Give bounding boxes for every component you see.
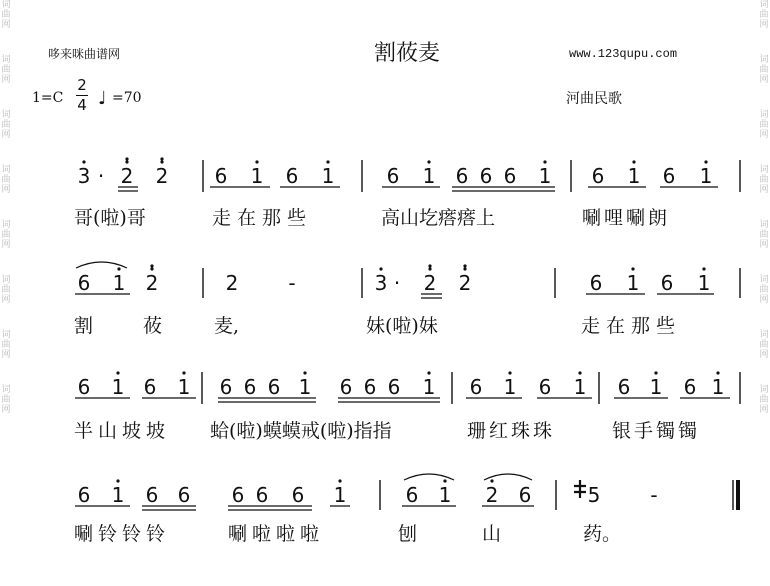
octave-dot-above <box>428 264 431 267</box>
octave-dot-above <box>116 479 119 482</box>
lyric-4-1: 唰铃铃铃 <box>74 523 171 545</box>
lyric-3-2: 蛤(啦)蟆蟆戒(啦)指指 <box>210 420 392 442</box>
watermark-char: 曲 <box>1 395 11 405</box>
octave-dot-above <box>150 267 153 270</box>
lyric-1-1: 哥(啦)哥 <box>74 207 146 229</box>
note: 1 <box>111 375 125 399</box>
watermark-char: 词 <box>1 330 11 340</box>
note: - <box>650 483 658 507</box>
watermark-char: 网 <box>759 295 769 305</box>
note: 1 <box>177 375 191 399</box>
slur <box>484 474 532 480</box>
watermark-char: 曲 <box>759 340 769 350</box>
note: 2 <box>485 483 499 507</box>
note: 6 <box>267 375 281 399</box>
octave-dot-above <box>379 267 382 270</box>
watermark-char: 曲 <box>1 10 11 20</box>
watermark-char: 网 <box>1 75 11 85</box>
watermark-char: 词 <box>759 165 769 175</box>
octave-dot-above <box>463 267 466 270</box>
note: 6 <box>219 375 233 399</box>
octave-dot-above <box>632 160 635 163</box>
octave-dot-above <box>117 267 120 270</box>
lyric-3-1: 半山坡坡 <box>74 420 171 442</box>
lyric-2-2: 莜 <box>143 315 163 337</box>
octave-dot-above <box>704 160 707 163</box>
octave-dot-above <box>490 479 493 482</box>
note: 6 <box>469 375 483 399</box>
note: 1 <box>250 164 264 188</box>
note: 6 <box>77 483 91 507</box>
note: 1 <box>112 271 126 295</box>
note: 6 <box>405 483 419 507</box>
octave-dot-above <box>716 371 719 374</box>
note: 1 <box>333 483 347 507</box>
octave-dot-above <box>125 160 128 163</box>
note: 6 <box>589 271 603 295</box>
note: 2 <box>423 271 437 295</box>
note: 6 <box>339 375 353 399</box>
tempo-value: =70 <box>112 90 142 106</box>
watermark-char: 词 <box>1 275 11 285</box>
note: 6 <box>214 164 228 188</box>
note: 6 <box>455 164 469 188</box>
watermark-char: 网 <box>759 75 769 85</box>
watermark-char: 曲 <box>1 120 11 130</box>
note: 6 <box>538 375 552 399</box>
octave-dot-above <box>443 479 446 482</box>
note: 6 <box>285 164 299 188</box>
note: · <box>393 271 401 295</box>
note: - <box>288 271 296 295</box>
note: 6 <box>77 271 91 295</box>
note: 6 <box>77 375 91 399</box>
watermark-char: 网 <box>759 20 769 30</box>
watermark-char: 词 <box>1 165 11 175</box>
note: 6 <box>243 375 257 399</box>
time-signature-top: 2 <box>77 76 87 94</box>
site-name: 哆来咪曲谱网 <box>48 47 121 61</box>
lyric-1-2: 走在那些 <box>212 207 313 229</box>
octave-dot-above <box>125 157 128 160</box>
watermark-char: 曲 <box>1 285 11 295</box>
note: 6 <box>660 271 674 295</box>
slur <box>404 474 454 480</box>
watermark-char: 网 <box>1 20 11 30</box>
note: 6 <box>503 164 517 188</box>
slur <box>76 262 127 268</box>
note: 1 <box>111 483 125 507</box>
octave-dot-above <box>338 479 341 482</box>
note: 6 <box>591 164 605 188</box>
watermark-char: 网 <box>1 240 11 250</box>
watermark-char: 曲 <box>1 230 11 240</box>
lyric-4-5: 药。 <box>583 523 622 545</box>
watermark-char: 网 <box>1 405 11 415</box>
watermark-char: 网 <box>759 185 769 195</box>
watermark-char: 词 <box>1 55 11 65</box>
note: 6 <box>145 483 159 507</box>
watermark-char: 网 <box>1 350 11 360</box>
octave-dot-above <box>463 264 466 267</box>
lyric-2-1: 割 <box>74 315 94 337</box>
watermark-char: 曲 <box>1 340 11 350</box>
note: 6 <box>291 483 305 507</box>
note: 6 <box>617 375 631 399</box>
note: 2 <box>155 164 169 188</box>
note: 6 <box>386 164 400 188</box>
key-signature: 1=C <box>32 90 64 106</box>
watermark-char: 曲 <box>759 285 769 295</box>
lyric-4-4: 山 <box>482 523 502 545</box>
note: 1 <box>626 271 640 295</box>
octave-dot-above <box>182 371 185 374</box>
watermark-char: 网 <box>1 185 11 195</box>
note: 6 <box>479 164 493 188</box>
watermark-char: 词 <box>759 55 769 65</box>
watermark-char: 网 <box>759 240 769 250</box>
note: 1 <box>422 164 436 188</box>
note: 2 <box>458 271 472 295</box>
octave-dot-above <box>116 371 119 374</box>
watermark-char: 网 <box>759 130 769 140</box>
time-signature-bottom: 4 <box>77 96 87 114</box>
octave-dot-above <box>427 371 430 374</box>
watermark-char: 曲 <box>759 395 769 405</box>
note: 6 <box>143 375 157 399</box>
octave-dot-above <box>578 371 581 374</box>
octave-dot-above <box>82 160 85 163</box>
note: · <box>97 164 105 188</box>
octave-dot-above <box>427 160 430 163</box>
watermark-char: 曲 <box>1 65 11 75</box>
note: 1 <box>298 375 312 399</box>
lyric-2-3: 麦, <box>214 315 240 337</box>
note: 1 <box>573 375 587 399</box>
lyric-2-4: 妹(啦)妹 <box>366 315 438 337</box>
watermark-char: 词 <box>1 0 11 10</box>
note: 1 <box>422 375 436 399</box>
watermark-char: 曲 <box>759 230 769 240</box>
note: 1 <box>711 375 725 399</box>
watermark-char: 词 <box>759 275 769 285</box>
site-url: www.123qupu.com <box>569 47 678 61</box>
lyric-3-3: 珊红珠珠 <box>467 420 556 442</box>
note: 6 <box>518 483 532 507</box>
watermark-char: 词 <box>1 220 11 230</box>
note: 6 <box>231 483 245 507</box>
watermark-char: 曲 <box>759 175 769 185</box>
watermark-char: 词 <box>1 110 11 120</box>
lyric-4-3: 刨 <box>398 523 418 545</box>
song-title: 割莜麦 <box>374 41 441 66</box>
watermark-char: 词 <box>759 330 769 340</box>
watermark-char: 词 <box>759 220 769 230</box>
note: 6 <box>255 483 269 507</box>
watermark-char: 网 <box>759 350 769 360</box>
note: 6 <box>662 164 676 188</box>
note: 1 <box>627 164 641 188</box>
composer: 河曲民歌 <box>566 91 622 107</box>
lyric-4-2: 唰啦啦啦 <box>228 523 325 545</box>
octave-dot-above <box>702 267 705 270</box>
octave-dot-above <box>428 267 431 270</box>
note: 1 <box>503 375 517 399</box>
octave-dot-above <box>160 160 163 163</box>
note: 1 <box>649 375 663 399</box>
note: 1 <box>699 164 713 188</box>
note: 2 <box>120 164 134 188</box>
note: 1 <box>321 164 335 188</box>
octave-dot-above <box>255 160 258 163</box>
octave-dot-above <box>543 160 546 163</box>
octave-dot-above <box>654 371 657 374</box>
lyric-1-3: 高山圪瘩瘩上 <box>381 207 496 229</box>
note: 2 <box>145 271 159 295</box>
octave-dot-above <box>508 371 511 374</box>
note: 1 <box>697 271 711 295</box>
note: 5 <box>587 483 601 507</box>
note: 6 <box>363 375 377 399</box>
breath-mark-icon <box>574 480 586 498</box>
note: 3 <box>374 271 388 295</box>
watermark-char: 曲 <box>759 65 769 75</box>
watermark-char: 曲 <box>759 10 769 20</box>
octave-dot-above <box>303 371 306 374</box>
watermark-char: 词 <box>759 110 769 120</box>
note: 6 <box>683 375 697 399</box>
lyric-3-4: 银手镯镯 <box>612 420 701 442</box>
note: 6 <box>387 375 401 399</box>
watermark-char: 网 <box>1 295 11 305</box>
watermark-char: 词 <box>1 385 11 395</box>
octave-dot-above <box>326 160 329 163</box>
lyric-1-4: 唰哩唰朗 <box>582 207 671 229</box>
quarter-note-icon: ♩ <box>98 88 107 109</box>
note: 1 <box>438 483 452 507</box>
watermark-char: 词 <box>759 385 769 395</box>
lyric-2-5: 走在那些 <box>581 315 682 337</box>
note: 3 <box>77 164 91 188</box>
note: 1 <box>538 164 552 188</box>
octave-dot-above <box>160 157 163 160</box>
note: 2 <box>225 271 239 295</box>
octave-dot-above <box>631 267 634 270</box>
note: 6 <box>177 483 191 507</box>
octave-dot-above <box>150 264 153 267</box>
watermark-char: 网 <box>1 130 11 140</box>
watermark-char: 曲 <box>1 175 11 185</box>
watermark-char: 曲 <box>759 120 769 130</box>
watermark-char: 词 <box>759 0 769 10</box>
watermark-char: 网 <box>759 405 769 415</box>
